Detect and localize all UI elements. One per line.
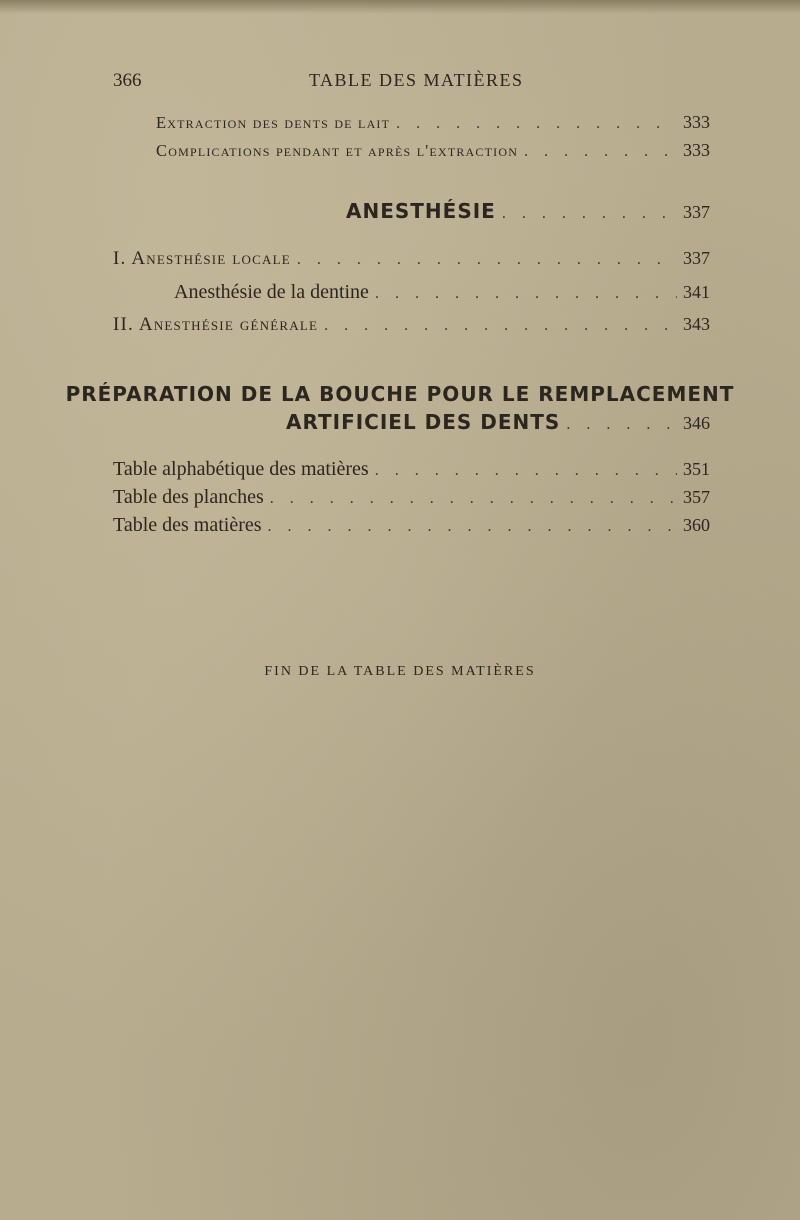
toc-entry-complications [156,140,710,161]
toc-entry-label: Table des planches [113,486,264,508]
dot-leader [375,462,677,480]
dot-leader [502,205,677,223]
toc-entry-label: Extraction des dents de lait [156,113,391,132]
section-title: ARTIFICIEL DES DENTS [286,410,561,434]
toc-entry-page: 341 [683,282,710,302]
toc-entry-table-alphabetique [113,458,710,481]
dot-leader [524,143,677,161]
toc-entry-label: II. Anesthésie générale [113,314,319,335]
toc-entry-page: 343 [683,314,710,334]
toc-entry-page: 333 [683,112,710,132]
end-of-table-notice: FIN DE LA TABLE DES MATIÈRES [264,664,536,679]
toc-entry-anesthesie-locale [113,248,710,270]
toc-entry-anesthesie-generale [113,314,710,336]
section-page: 346 [683,413,710,433]
dot-leader [268,518,677,536]
section-heading-anesthesie [346,199,710,223]
toc-entry-page: 360 [683,515,710,535]
toc-entry-label: Table alphabétique des matières [113,458,369,480]
section-heading-preparation-line1: PRÉPARATION DE LA BOUCHE POUR LE REMPLACEMENT [65,382,735,406]
dot-leader [297,251,677,269]
dot-leader [375,285,677,303]
toc-entry-extraction-dents-lait [156,112,710,133]
toc-entry-anesthesie-dentine [174,281,710,304]
toc-entry-table-planches [113,486,710,509]
toc-entry-label: Complications pendant et après l'extraction [156,141,519,160]
dot-leader [270,490,677,508]
toc-entry-table-matieres [113,514,710,537]
toc-entry-page: 337 [683,248,710,268]
toc-entry-label: Table des matières [113,514,262,536]
section-title: ANESTHÉSIE [346,199,496,223]
toc-entry-label: I. Anesthésie locale [113,248,291,269]
section-page: 337 [683,202,710,222]
page-header [113,70,713,100]
toc-entry-page: 351 [683,459,710,479]
running-title: TABLE DES MATIÈRES [309,70,524,90]
toc-entry-page: 333 [683,140,710,160]
section-heading-preparation-line2 [286,410,710,434]
toc-entry-label: Anesthésie de la dentine [174,281,369,303]
page-number: 366 [113,70,142,91]
dot-leader [396,115,677,133]
toc-entry-page: 357 [683,487,710,507]
dot-leader [324,317,677,335]
dot-leader [566,416,677,434]
